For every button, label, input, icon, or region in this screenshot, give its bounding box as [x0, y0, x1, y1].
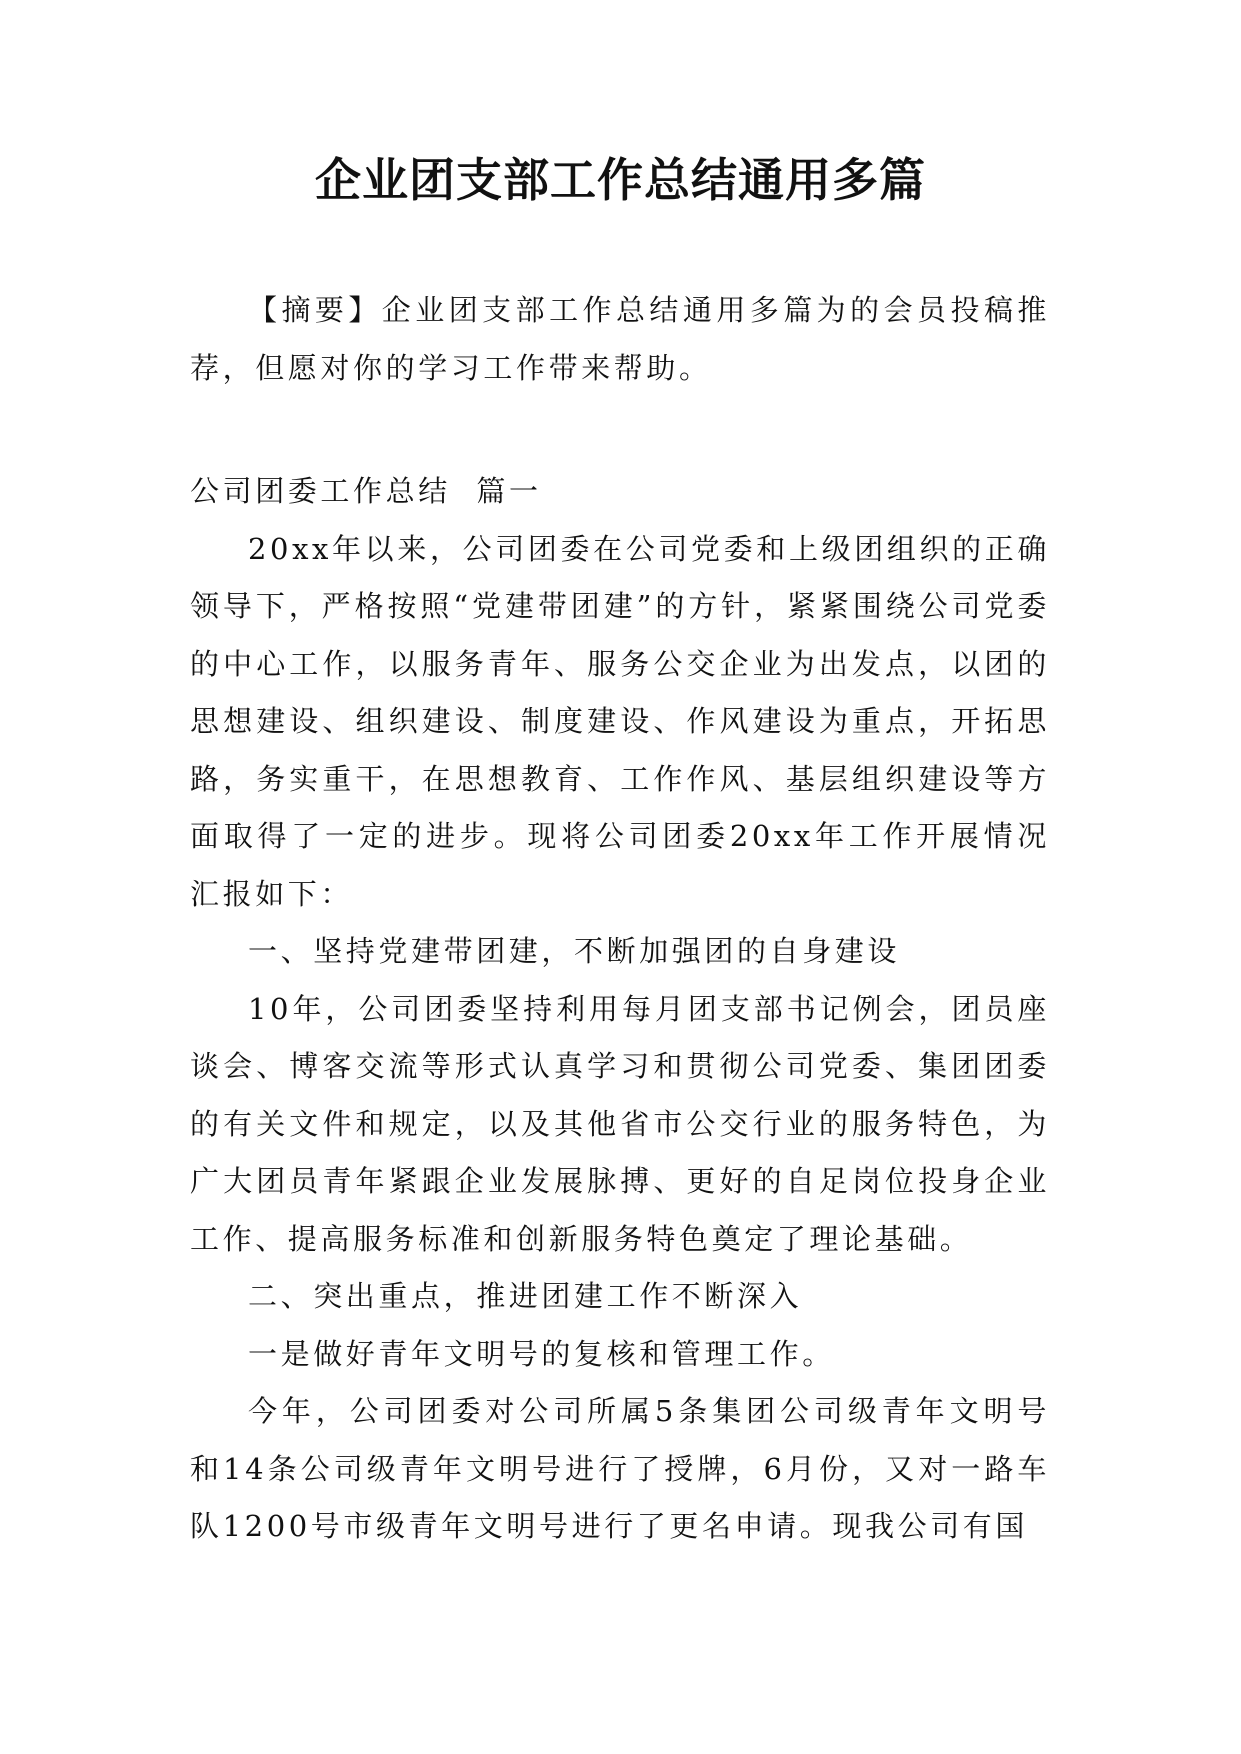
- abstract-paragraph: 【摘要】企业团支部工作总结通用多篇为的会员投稿推荐，但愿对你的学习工作带来帮助。: [190, 293, 1050, 385]
- body-paragraph: 今年，公司团委对公司所属5条集团公司级青年文明号和14条公司级青年文明号进行了授牌，6月份，又对一路车队1200号市级青年文明号进行了更名申请。现我公司有国: [190, 1394, 1050, 1543]
- main-content: [190, 463, 1050, 1556]
- body-paragraph: 20xx年以来，公司团委在公司党委和上级团组织的正确领导下，严格按照“党建带团建”的方针，紧紧围绕公司党委的中心工作，以服务青年、服务公交企业为出发点，以团的思想建设、组织建设、制度建设、作风建设为重点，开拓思路，务实重干，在思想教育、工作作风、基层组织建设等方面取得了一定的进步。现将公司团委20xx年工作开展情况汇报如下：: [190, 531, 1050, 911]
- body-paragraph: 10年，公司团委坚持利用每月团支部书记例会，团员座谈会、博客交流等形式认真学习和贯彻公司党委、集团团委的有关文件和规定，以及其他省市公交行业的服务特色，为广大团员青年紧跟企业发展脉搏、更好的自足岗位投身企业工作、提高服务标准和创新服务特色奠定了理论基础。: [190, 991, 1050, 1256]
- subheading: 一、坚持党建带团建，不断加强团的自身建设: [248, 934, 901, 968]
- subheading: 二、突出重点，推进团建工作不断深入: [248, 1279, 803, 1313]
- abstract-block: [190, 282, 1050, 397]
- document-title: 企业团支部工作总结通用多篇: [315, 153, 926, 207]
- section-heading: 公司团委工作总结 篇一: [190, 474, 542, 508]
- body-paragraph: 一是做好青年文明号的复核和管理工作。: [248, 1336, 835, 1371]
